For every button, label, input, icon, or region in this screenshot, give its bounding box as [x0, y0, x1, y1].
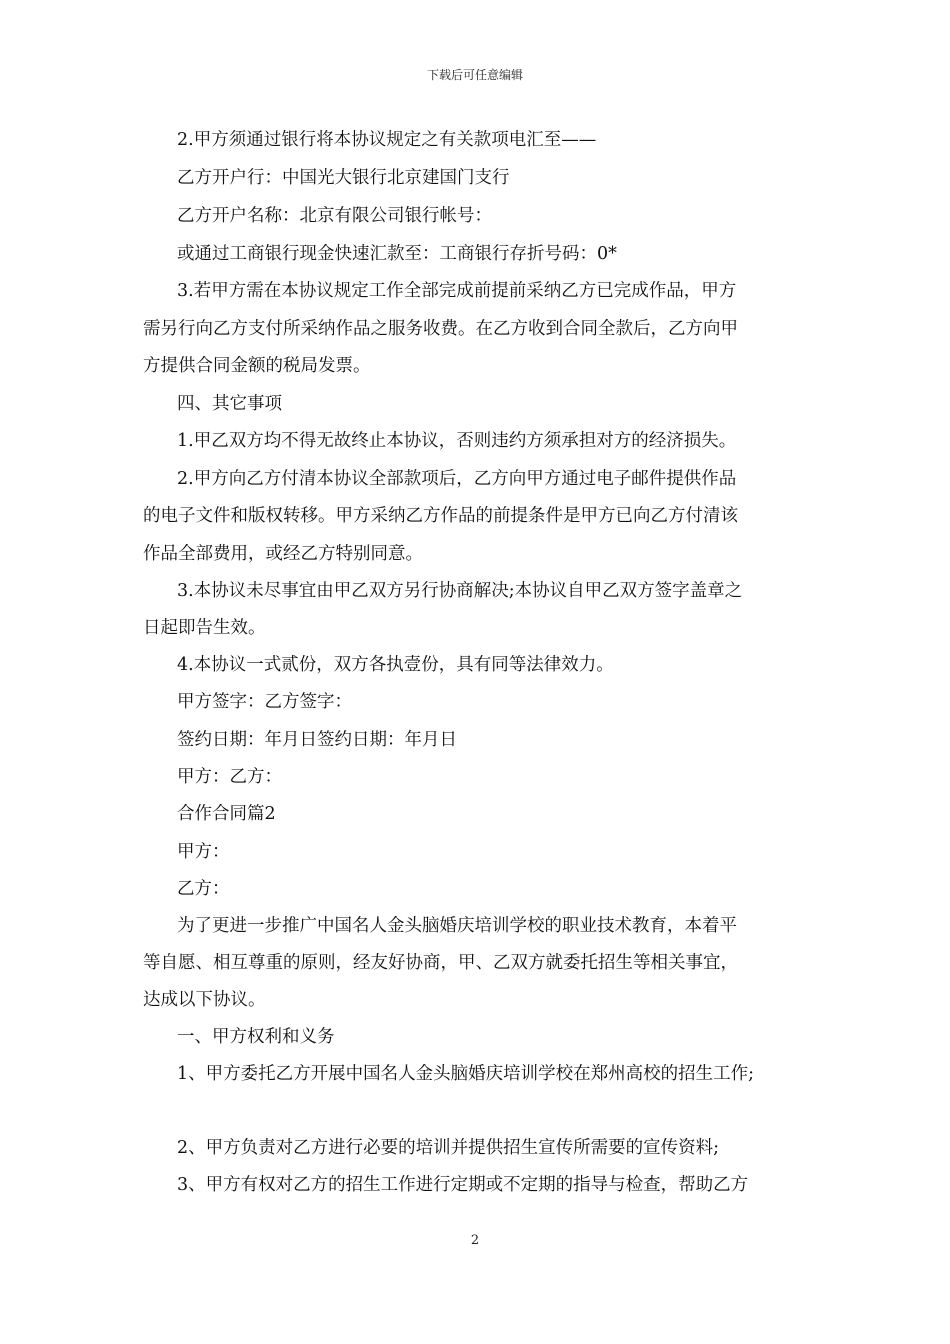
- paragraph-line: 乙方开户名称：北京有限公司银行帐号：: [177, 206, 492, 226]
- paragraph-line: 的电子文件和版权转移。甲方采纳乙方作品的前提条件是甲方已向乙方付清该: [143, 506, 738, 526]
- paragraph-line: 2、甲方负责对乙方进行必要的培训并提供招生宣传所需要的宣传资料;: [177, 1138, 720, 1158]
- party-line: 甲方：乙方：: [177, 767, 282, 787]
- paragraph-line: 或通过工商银行现金快速汇款至：工商银行存折号码：0*: [177, 244, 617, 264]
- paragraph-line: 3.若甲方需在本协议规定工作全部完成前提前采纳乙方已完成作品，甲方: [177, 281, 737, 301]
- page-header: 下载后可任意编辑: [426, 68, 523, 82]
- paragraph-line: 日起即告生效。: [143, 618, 266, 638]
- party-line: 乙方：: [177, 879, 230, 899]
- section-title: 合作合同篇2: [177, 804, 276, 824]
- paragraph-line: 达成以下协议。: [143, 990, 266, 1010]
- paragraph-line: 需另行向乙方支付所采纳作品之服务收费。在乙方收到合同全款后，乙方向甲: [143, 319, 738, 339]
- paragraph-line: 3、甲方有权对乙方的招生工作进行定期或不定期的指导与检查，帮助乙方: [177, 1175, 749, 1195]
- paragraph-line: 3.本协议未尽事宜由甲乙双方另行协商解决;本协议自甲乙双方签字盖章之: [177, 581, 743, 601]
- section-heading: 一、甲方权利和义务: [177, 1027, 335, 1047]
- paragraph-line: 等自愿、相互尊重的原则，经友好协商，甲、乙双方就委托招生等相关事宜，: [143, 953, 738, 973]
- page-number: 2: [470, 1233, 480, 1248]
- paragraph-line: 作品全部费用，或经乙方特别同意。: [143, 544, 423, 564]
- paragraph-line: 2.甲方向乙方付清本协议全部款项后，乙方向甲方通过电子邮件提供作品: [177, 469, 737, 489]
- paragraph-line: 2.甲方须通过银行将本协议规定之有关款项电汇至——: [177, 130, 597, 150]
- paragraph-line: 乙方开户行：中国光大银行北京建国门支行: [177, 168, 510, 188]
- paragraph-line: 为了更进一步推广中国名人金头脑婚庆培训学校的职业技术教育，本着平: [177, 916, 737, 936]
- date-line: 签约日期：年月日签约日期：年月日: [177, 730, 457, 750]
- paragraph-line: 1.甲乙双方均不得无故终止本协议，否则违约方须承担对方的经济损失。: [177, 431, 737, 451]
- signature-line: 甲方签字：乙方签字：: [177, 692, 352, 712]
- paragraph-line: 4.本协议一式贰份，双方各执壹份，具有同等法律效力。: [177, 655, 614, 675]
- paragraph-line: 1、甲方委托乙方开展中国名人金头脑婚庆培训学校在郑州高校的招生工作;: [177, 1064, 755, 1084]
- section-heading: 四、其它事项: [177, 394, 282, 414]
- party-line: 甲方：: [177, 842, 230, 862]
- paragraph-line: 方提供合同金额的税局发票。: [143, 356, 371, 376]
